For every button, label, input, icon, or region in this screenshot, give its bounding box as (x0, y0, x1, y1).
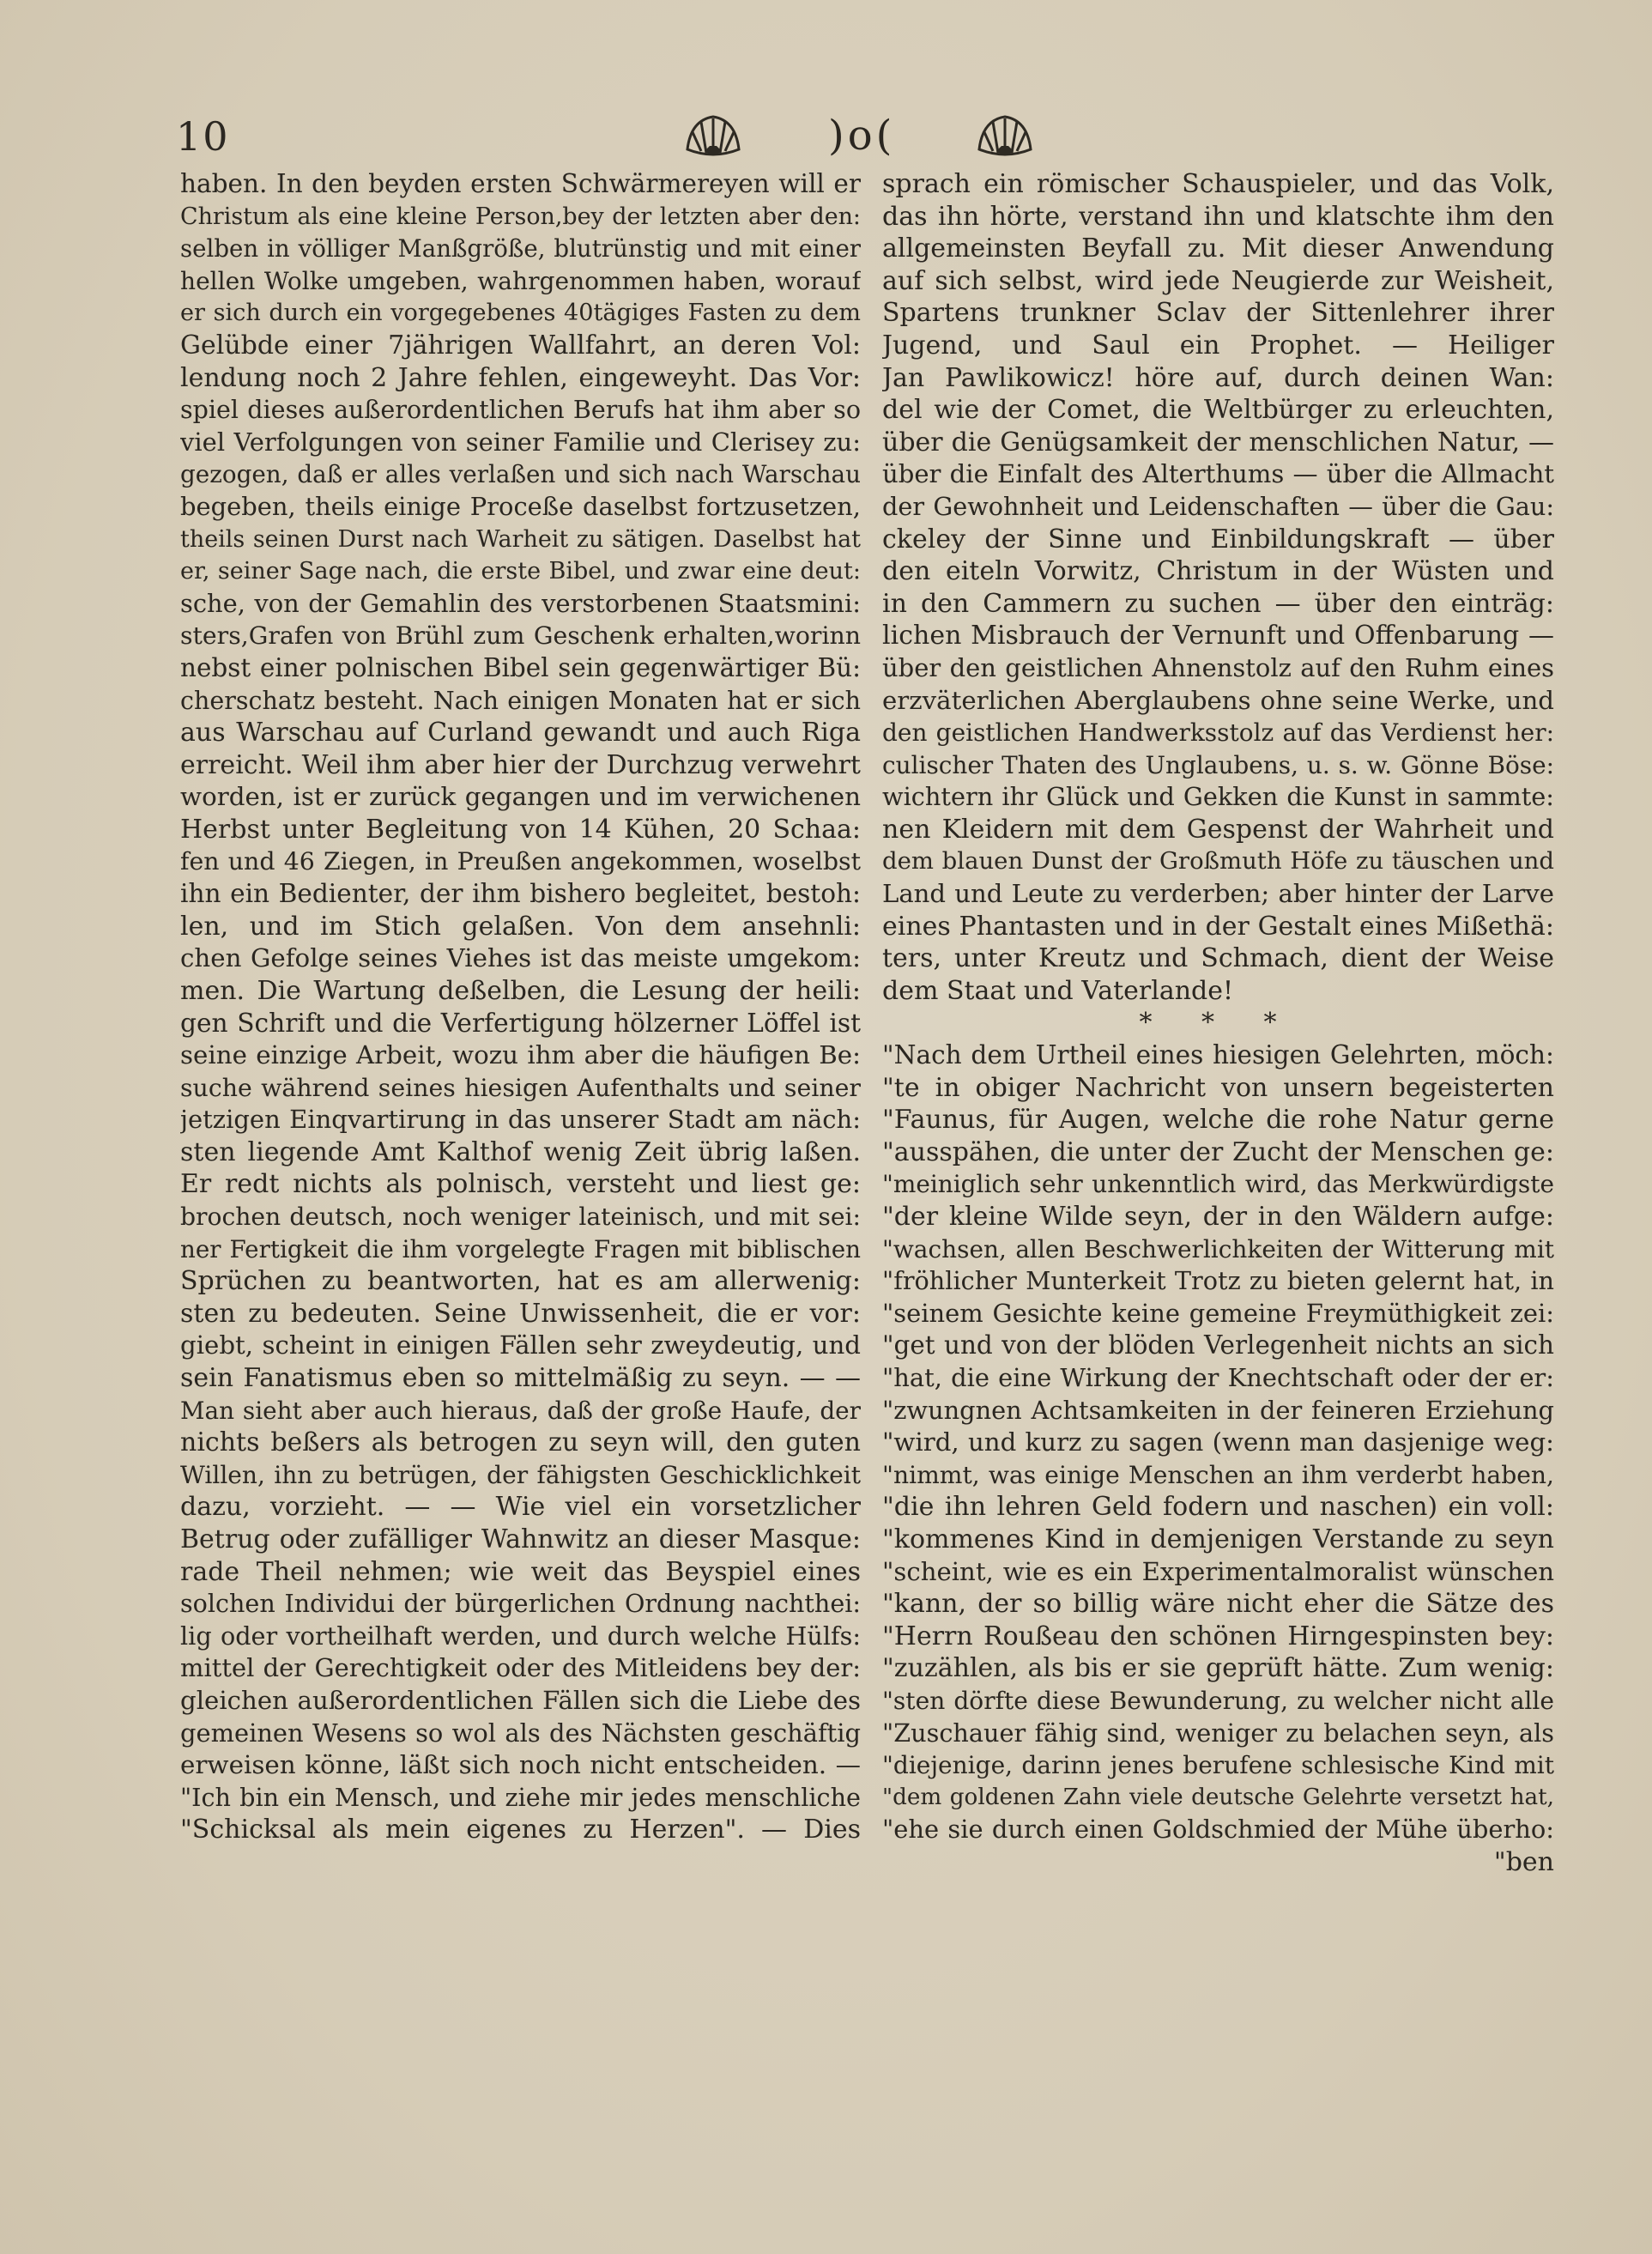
page-number: 10 (176, 113, 230, 160)
text-line: seine einzige Arbeit, wozu ihm aber die häufigen Be: (180, 1040, 861, 1070)
text-line: sters,Grafen von Brühl zum Geschenk erhalten,worinn (180, 621, 861, 651)
text-line: theils seinen Durst nach Warheit zu sätigen. Daselbst hat (180, 525, 861, 553)
text-line: viel Verfolgungen von seiner Familie und Clerisey zu: (180, 427, 861, 457)
text-line: Sprüchen zu beantworten, hat es am allerwenig: (180, 1266, 861, 1297)
text-line: worden, ist er zurück gegangen und im verwichenen (180, 782, 861, 812)
catchword: "ben (1493, 1846, 1554, 1877)
text-line: den eiteln Vorwitz, Christum in der Wüsten und (882, 556, 1554, 587)
text-line: begeben, theils einige Proceße daselbst fortzusetzen, (180, 491, 861, 521)
text-line: "meiniglich sehr unkenntlich wird, das Merkwürdigste (882, 1170, 1554, 1199)
text-line: wichtern ihr Glück und Gekken die Kunst in sammte: (882, 782, 1554, 812)
text-line: "Schicksal als mein eigenes zu Herzen". — Dies (180, 1815, 861, 1845)
text-line: erzväterlichen Aberglaubens ohne seine Werke, und (882, 685, 1554, 715)
text-line: "ausspähen, die unter der Zucht der Menschen ge: (882, 1136, 1554, 1167)
text-line: "dem goldenen Zahn viele deutsche Gelehrte versetzt hat, (882, 1784, 1554, 1810)
text-line: erweisen könne, läßt sich noch nicht entscheiden. — (180, 1750, 861, 1780)
page-header (176, 112, 1549, 172)
text-line: sten zu bedeuten. Seine Unwissenheit, die er vor: (180, 1298, 861, 1329)
text-line: "fröhlicher Munterkeit Trotz zu bieten gelernt hat, in (882, 1266, 1554, 1296)
text-line: er, seiner Sage nach, die erste Bibel, und zwar eine deut: (180, 558, 861, 585)
text-line: spiel dieses außerordentlichen Berufs hat ihm aber so (180, 396, 861, 425)
text-line: Christum als eine kleine Person,bey der letzten aber den: (180, 203, 861, 230)
text-line: "te in obiger Nachricht von unsern begeisterten (882, 1072, 1554, 1103)
text-line: del wie der Comet, die Weltbürger zu erleuchten, (882, 395, 1554, 426)
text-line: brochen deutsch, noch weniger lateinisch, und mit sei: (180, 1203, 861, 1231)
text-line: "kommenes Kind in demjenigen Verstande zu seyn (882, 1524, 1554, 1554)
text-line: Jugend, und Saul ein Prophet. — Heiliger (882, 330, 1554, 361)
text-line: ner Fertigkeit die ihm vorgelegte Fragen mit biblischen (180, 1234, 861, 1263)
text-line: "nimmt, was einige Menschen an ihm verderbt haben, (882, 1460, 1554, 1489)
text-line: "sten dörfte diese Bewunderung, zu welcher nicht alle (882, 1686, 1554, 1715)
text-line: fen und 46 Ziegen, in Preußen angekommen, woselbst (180, 847, 861, 876)
text-line: Jan Pawlikowicz! höre auf, durch deinen Wan: (882, 362, 1554, 393)
text-line: Er redt nichts als polnisch, versteht und liest ge: (180, 1169, 861, 1200)
text-line: gezogen, daß er alles verlaßen und sich nach Warschau (180, 460, 861, 489)
text-line: selben in völliger Manßgröße, blutrünstig und mit einer (180, 234, 861, 264)
text-line: über den geistlichen Ahnenstolz auf den Ruhm eines (882, 652, 1554, 682)
text-line: sten liegende Amt Kalthof wenig Zeit übrig laßen. (180, 1136, 861, 1167)
text-line: nebst einer polnischen Bibel sein gegenwärtiger Bü: (180, 652, 861, 682)
text-line: "ehe sie durch einen Goldschmied der Mühe überho: (882, 1815, 1554, 1845)
text-line: "kann, der so billig wäre nicht eher die Sätze des (882, 1589, 1554, 1620)
text-line: cherschatz besteht. Nach einigen Monaten hat er sich (180, 686, 861, 715)
text-line: in den Cammern zu suchen — über den einträg: (882, 588, 1554, 619)
text-line: "seinem Gesichte keine gemeine Freymüthigkeit zei: (882, 1298, 1554, 1328)
section-separator: * * * (1139, 1008, 1298, 1039)
text-line: ihn ein Bedienter, der ihm bishero begleitet, bestoh: (180, 879, 861, 909)
text-line: auf sich selbst, wird jede Neugierde zur Weisheit, (882, 265, 1554, 296)
text-line: nichts beßers als betrogen zu seyn will, den guten (180, 1427, 861, 1458)
text-line: "der kleine Wilde seyn, der in den Wäldern aufge: (882, 1202, 1554, 1232)
text-line: "die ihn lehren Geld fodern und naschen) ein voll: (882, 1492, 1554, 1523)
text-line: "hat, die eine Wirkung der Knechtschaft oder der er: (882, 1362, 1554, 1392)
text-line: giebt, scheint in einigen Fällen sehr zweydeutig, und (180, 1330, 861, 1360)
text-line: solchen Individui der bürgerlichen Ordnung nachthei: (180, 1589, 861, 1619)
text-line: mittel der Gerechtigkeit oder des Mitleidens bey der: (180, 1653, 861, 1683)
text-line: "Ich bin ein Mensch, und ziehe mir jedes menschliche (180, 1782, 861, 1812)
text-line: "Faunus, für Augen, welche die rohe Natur gerne (882, 1105, 1554, 1136)
text-line: len, und im Stich gelaßen. Von dem ansehnli: (180, 911, 861, 942)
text-line: das ihn hörte, verstand ihn und klatschte ihm den (882, 201, 1554, 232)
text-line: haben. In den beyden ersten Schwärmereyen will er (180, 169, 861, 198)
text-line: dem blauen Dunst der Großmuth Höfe zu täuschen und (882, 847, 1554, 876)
right-text-column (882, 168, 1554, 1878)
text-line: über die Genügsamkeit der menschlichen Natur, — (882, 427, 1554, 457)
text-line: Land und Leute zu verderben; aber hinter der Larve (882, 879, 1554, 909)
text-line: jetzigen Einqvartirung in das unserer Stadt am näch: (180, 1105, 861, 1135)
text-line: sprach ein römischer Schauspieler, und das Volk, (882, 169, 1554, 199)
text-line: "scheint, wie es ein Experimentalmoralist wünschen (882, 1556, 1554, 1586)
text-line: aus Warschau auf Curland gewandt und auch Riga (180, 718, 861, 748)
text-line: lig oder vortheilhaft werden, und durch welche Hülfs: (180, 1621, 861, 1651)
text-line: gemeinen Wesens so wol als des Nächsten geschäftig (180, 1718, 861, 1748)
text-line: lendung noch 2 Jahre fehlen, eingeweyht. Das Vor: (180, 362, 861, 393)
text-line: Herbst unter Begleitung von 14 Kühen, 20 Schaa: (180, 814, 861, 845)
text-line: chen Gefolge seines Viehes ist das meiste umgekom: (180, 943, 861, 973)
text-line: men. Die Wartung deßelben, die Lesung der heili: (180, 975, 861, 1006)
text-line: erreicht. Weil ihm aber hier der Durchzug verwehrt (180, 749, 861, 780)
text-line: ckeley der Sinne und Einbildungskraft — über (882, 524, 1554, 554)
text-line: suche während seines hiesigen Aufenthalts und seiner (180, 1073, 861, 1102)
text-line: gen Schrift und die Verfertigung hölzerner Löffel ist (180, 1008, 861, 1039)
shell-ornament-icon (974, 112, 1036, 160)
text-line: über die Einfalt des Alterthums — über die Allmacht (882, 459, 1554, 489)
text-line: ters, unter Kreutz und Schmach, dient der Weise (882, 943, 1554, 974)
text-line: "Nach dem Urtheil eines hiesigen Gelehrten, möch: (882, 1040, 1554, 1070)
text-line: sche, von der Gemahlin des verstorbenen Staatsmini: (180, 588, 861, 618)
text-line: "zwungnen Achtsamkeiten in der feineren Erziehung (882, 1395, 1554, 1425)
text-line: dem Staat und Vaterlande! (882, 975, 1234, 1006)
text-line: eines Phantasten und in der Gestalt eines Mißethä: (882, 911, 1554, 942)
text-line: er sich durch ein vorgegebenes 40tägiges Fasten zu dem (180, 300, 861, 327)
text-line: rade Theil nehmen; wie weit das Beyspiel eines (180, 1556, 861, 1587)
text-line: "get und von der blöden Verlegenheit nichts an sich (882, 1330, 1554, 1360)
text-line: "zuzählen, als bis er sie geprüft hätte. Zum wenig: (882, 1653, 1554, 1684)
text-line: Spartens trunkner Sclav der Sittenlehrer ihrer (882, 298, 1554, 329)
text-line: "wird, und kurz zu sagen (wenn man dasjenige weg: (882, 1427, 1554, 1457)
text-line: "Herrn Roußeau den schönen Hirngespinsten bey: (882, 1621, 1554, 1651)
text-line: Man sieht aber auch hieraus, daß der große Haufe, der (180, 1396, 861, 1425)
text-line: dazu, vorzieht. — — Wie viel ein vorsetzlicher (180, 1492, 861, 1523)
text-line: hellen Wolke umgeben, wahrgenommen haben, worauf (180, 266, 861, 295)
left-text-column (180, 168, 861, 1846)
text-line: der Gewohnheit und Leidenschaften — über die Gau: (882, 491, 1554, 521)
text-line: Betrug oder zufälliger Wahnwitz an dieser Masque: (180, 1524, 861, 1554)
text-line: den geistlichen Handwerksstolz auf das Verdienst her: (882, 718, 1554, 748)
text-line: sein Fanatismus eben so mittelmäßig zu seyn. — — (180, 1362, 861, 1393)
center-ornament: )o( (828, 112, 896, 160)
text-line: "wachsen, allen Beschwerlichkeiten der Witterung mit (882, 1234, 1554, 1263)
text-line: "Zuschauer fähig sind, weniger zu belachen seyn, als (882, 1718, 1554, 1748)
text-line: Gelübde einer 7jährigen Wallfahrt, an deren Vol: (180, 330, 861, 361)
text-line: gleichen außerordentlichen Fällen sich die Liebe des (180, 1685, 861, 1715)
text-line: lichen Misbrauch der Vernunft und Offenbarung — (882, 621, 1554, 651)
shell-ornament-icon (682, 112, 744, 160)
text-line: culischer Thaten des Unglaubens, u. s. w. Gönne Böse: (882, 750, 1554, 779)
text-line: "diejenige, darinn jenes berufene schlesische Kind mit (882, 1751, 1554, 1780)
text-line: nen Kleidern mit dem Gespenst der Wahrheit und (882, 814, 1554, 845)
text-line: Willen, ihn zu betrügen, der fähigsten Geschicklichkeit (180, 1460, 861, 1489)
text-line: allgemeinsten Beyfall zu. Mit dieser Anwendung (882, 233, 1554, 264)
